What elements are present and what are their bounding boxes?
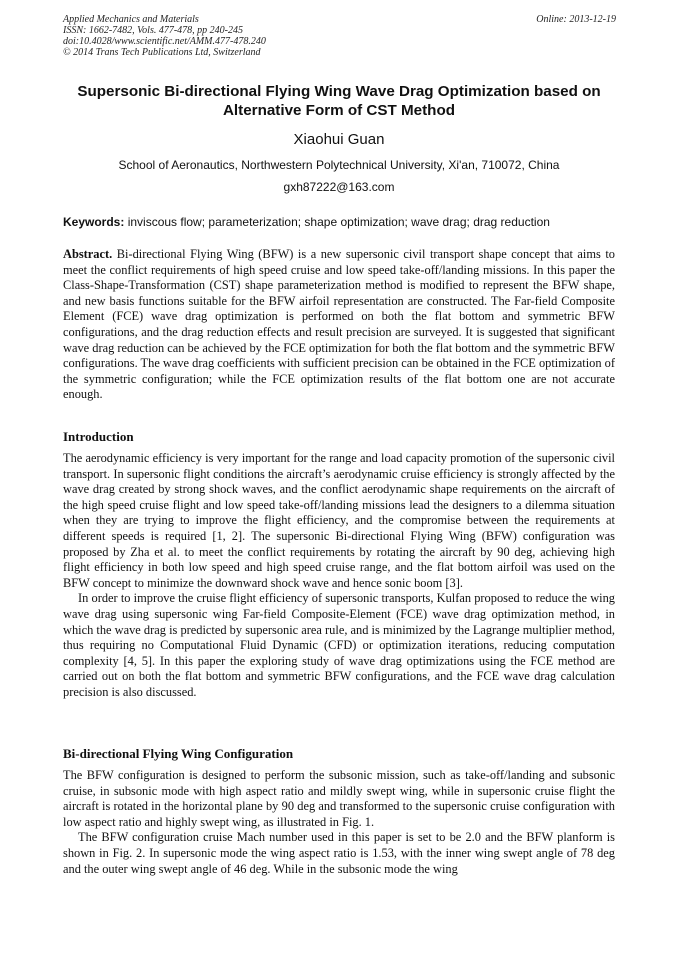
online-date: Online: 2013-12-19	[536, 14, 616, 25]
introduction-heading: Introduction	[63, 429, 134, 444]
paper-title: Supersonic Bi-directional Flying Wing Wave Drag Optimization based on Alternative Form of CST Method	[77, 83, 601, 119]
keywords-text: inviscous flow; parameterization; shape optimization; wave drag; drag reduction	[124, 215, 550, 229]
introduction-paragraph-1: The aerodynamic efficiency is very important for the range and load capacity promotion of the supersonic civil transport. In supersonic flight conditions the aircraft’s aerodynamic cruise efficiency is strongly affected by the wave drag created by strong shock waves, and the conflict aerodynamic shape requirements on the aircraft of the high speed cruise flight and low speed take-off/landing missions lead the designers to a dilemma situation when they are trying to improve the flight efficiency, and the compromise between the requirements at different speeds is required [1, 2]. The supersonic Bi-directional Flying Wing (BFW) configuration was proposed by Zha et al. to meet the conflict requirements by rotating the aircraft by 90 deg, achieving high flight efficiency in both low speed and high speed cruise range, and the flat bottom airfoil was used on the BFW concept to minimize the downward shock wave and hence sonic boom [3].	[63, 451, 615, 590]
copyright-line: © 2014 Trans Tech Publications Ltd, Switzerland	[63, 47, 261, 58]
issn-line: ISSN: 1662-7482, Vols. 477-478, pp 240-245	[63, 25, 243, 36]
bfw-config-section	[63, 768, 615, 877]
journal-header	[63, 14, 616, 58]
keywords-label: Keywords:	[63, 215, 125, 229]
journal-name: Applied Mechanics and Materials	[63, 14, 199, 25]
bfw-paragraph-1: The BFW configuration is designed to perform the subsonic mission, such as take-off/landing and subsonic cruise, in subsonic mode with high aspect ratio and mildly swept wing, while in supersonic cruise flight the aircraft is rotated in the horizontal plane by 90 deg and transformed to the supersonic cruise configuration with low aspect ratio and highly swept wing, as illustrated in Fig. 1.	[63, 768, 615, 829]
bfw-paragraph-2: The BFW configuration cruise Mach number used in this paper is set to be 2.0 and the BFW planform is shown in Fig. 2. In supersonic mode the wing aspect ratio is 1.53, with the inner wing swept angle of 78 deg and the outer wing swept angle of 46 deg. While in the subsonic mode the wing	[63, 830, 615, 876]
introduction-section	[63, 451, 615, 701]
author-name: Xiaohui Guan	[293, 131, 385, 148]
abstract	[63, 247, 615, 403]
introduction-paragraph-2: In order to improve the cruise flight efficiency of supersonic transports, Kulfan proposed to reduce the wing wave drag using supersonic wing Far-field Composite-Element (FCE) wave drag optimization method, in which the wave drag is predicted by supersonic area rule, and is minimized by the Lagrange multiplier method, thus requiring no Computational Fluid Dynamic (CFD) or optimization iterations, reducing computation complexity [4, 5]. In this paper the exploring study of wave drag optimizations using the FCE method are carried out on both the flat bottom and symmetric BFW configurations, and the FCE wave drag calculation precision is also discussed.	[63, 591, 615, 699]
affiliation: School of Aeronautics, Northwestern Polytechnical University, Xi'an, 710072, China	[118, 158, 560, 172]
author-email: gxh87222@163.com	[283, 180, 395, 194]
bfw-config-heading: Bi-directional Flying Wing Configuration	[63, 746, 294, 761]
abstract-label: Abstract.	[63, 247, 113, 261]
keywords	[63, 215, 623, 230]
abstract-text: Bi-directional Flying Wing (BFW) is a new supersonic civil transport shape concept that aims to meet the conflict requirements of high speed cruise and low speed take-off/landing missions. In this paper the Class-Shape-Transformation (CST) shape parameterization method is modified to represent the BFW shape, and new basis functions suitable for the BFW airfoil representation are constructed. The Far-field Composite Element (FCE) wave drag optimization is performed on both the flat bottom and symmetric BFW configurations, and the drag reduction effects and result precision are surveyed. It is suggested that significant wave drag reduction can be achieved by the FCE optimization for both the flat bottom and the symmetric BFW configurations. The wave drag coefficients with sufficient precision can be obtained in the FCE optimization of the symmetric configuration; while the FCE optimization results of the flat bottom one are not accurate enough.	[63, 247, 615, 402]
doi-line: doi:10.4028/www.scientific.net/AMM.477-478.240	[63, 36, 266, 47]
